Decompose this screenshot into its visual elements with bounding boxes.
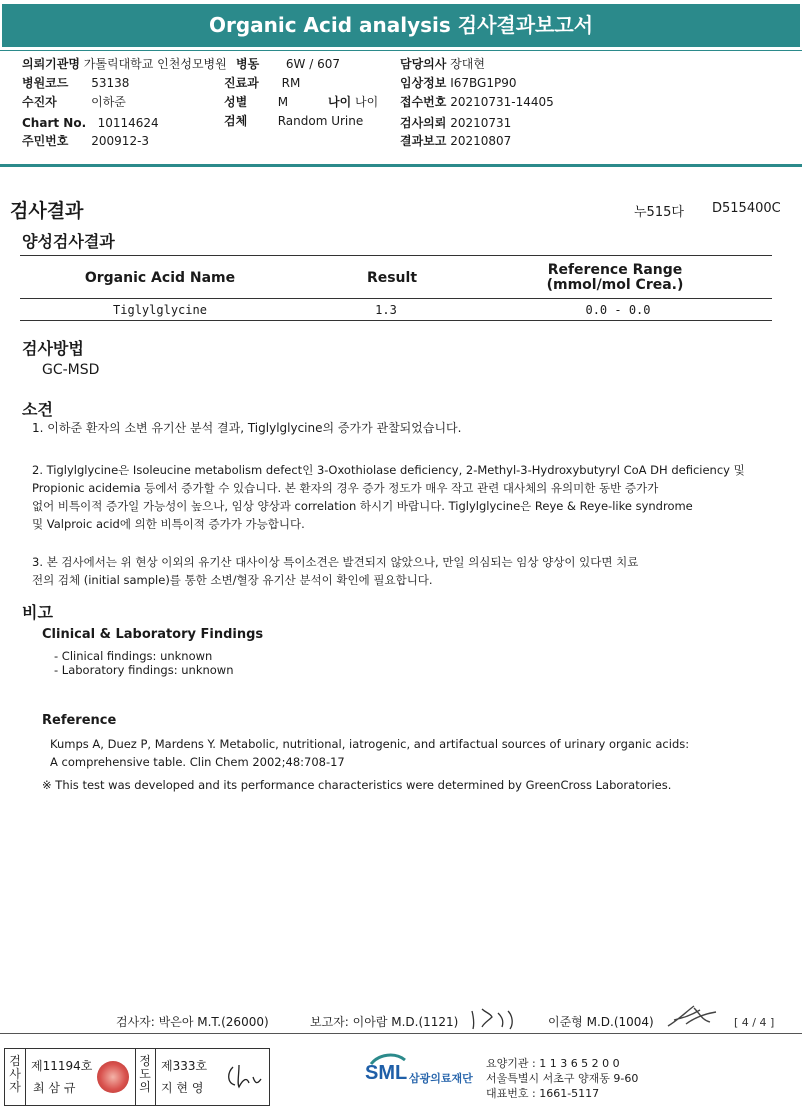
page-indicator: [ 4 / 4 ] — [734, 1016, 775, 1029]
cell-acid-name: Tiglylglycine — [113, 303, 207, 317]
reporter-signature: 보고자: 이아람 M.D.(1121) — [310, 1015, 459, 1029]
handwritten-signature-2 — [664, 1000, 724, 1030]
table-top-rule — [20, 255, 772, 256]
finding-1: 1. 이하준 환자의 소변 유기산 분석 결과, Tiglylglycine의 증가가 관찰되었습니다. — [32, 421, 462, 435]
col-header-result: Result — [366, 270, 418, 286]
header-receipt-no: 접수번호 20210731-14405 — [400, 95, 554, 109]
header-dept: 진료과 RM — [224, 76, 301, 90]
header-hospital-code: 병원코드 53138 — [22, 76, 130, 90]
header-clinical-info: 임상정보 I67BG1P90 — [400, 76, 517, 90]
stamp-divider — [155, 1049, 156, 1105]
method-heading: 검사방법 — [22, 339, 84, 358]
results-code-2: D515400C — [712, 201, 781, 216]
header-doctor: 담당의사 장대현 — [400, 57, 485, 71]
remarks-heading: 비고 — [22, 603, 53, 622]
stamp-right-vertical: 정 도 의 — [139, 1054, 151, 1094]
cell-reference: 0.0 - 0.0 — [585, 303, 651, 317]
institution-phone: 대표번호 : 1661-5117 — [486, 1087, 600, 1100]
cell-result: 1.3 — [375, 303, 397, 317]
results-heading: 검사결과 — [10, 200, 84, 222]
stamp-right-number: 제333호 — [161, 1059, 208, 1073]
reporter-2-signature: 이준형 M.D.(1004) — [548, 1015, 654, 1029]
col-header-name: Organic Acid Name — [84, 270, 236, 286]
stamp-divider — [25, 1049, 26, 1105]
tester-signature: 검사자: 박은아 M.T.(26000) — [116, 1015, 269, 1029]
method-value: GC-MSD — [42, 362, 100, 378]
finding-3: 3. 본 검사에서는 위 현상 이외의 유기산 대사이상 특이소견은 발견되지 않았으나, 만일 의심되는 임상 양상이 있다면 치료 전의 검체 (initial sample)를 통한 소변/혈장 유기산 분석이 확인에 필요합니다. — [32, 555, 639, 587]
clinical-findings-heading: Clinical & Laboratory Findings — [42, 627, 264, 642]
col-header-reference: Reference Range (mmol/mol Crea.) — [546, 262, 684, 293]
findings-heading: 소견 — [22, 400, 53, 419]
header-report-date: 결과보고 20210807 — [400, 134, 512, 148]
institution-name: 삼광의료재단 — [409, 1072, 473, 1085]
reference-citation: Kumps A, Duez P, Mardens Y. Metabolic, nutritional, iatrogenic, and artifactual sources of urinary organic acids: A comprehensive table. Clin Chem 2002;48:708-17 — [50, 737, 690, 769]
table-bottom-rule — [20, 320, 772, 321]
institution-code: 요양기관 : 1 1 3 6 5 2 0 0 — [486, 1057, 620, 1070]
table-header-rule — [20, 298, 772, 299]
title-rule — [0, 50, 802, 51]
header-sex: 성별 M — [224, 95, 289, 109]
header-ward: 병동 6W / 607 — [236, 57, 340, 71]
handwritten-signature-1 — [468, 1003, 538, 1031]
header-age: 나이 나이 — [328, 95, 379, 109]
stamp-left-name: 최 삼 규 — [33, 1081, 76, 1095]
header-specimen: 검체 Random Urine — [224, 114, 364, 128]
seal-icon — [97, 1061, 129, 1093]
header-institution: 의뢰기관명 가톨릭대학교 인천성모병원 — [22, 57, 227, 71]
reference-heading: Reference — [42, 713, 117, 728]
stamp-left-vertical: 검 사 자 — [9, 1054, 21, 1094]
logo-text: SML — [365, 1062, 408, 1084]
footer-rule — [0, 1033, 802, 1034]
header-request-date: 검사의뢰 20210731 — [400, 116, 512, 130]
results-code-1: 누515다 — [634, 205, 684, 220]
positive-results-heading: 양성검사결과 — [22, 232, 115, 251]
handwritten-signature-3 — [223, 1061, 263, 1091]
header-divider — [0, 164, 802, 167]
clinical-findings-list: - Clinical findings: unknown - Laboratory findings: unknown — [54, 649, 234, 677]
stamp-divider — [135, 1049, 136, 1105]
header-resident-no: 주민번호 200912-3 — [22, 134, 150, 148]
institution-address: 서울특별시 서초구 양재동 9-60 — [486, 1072, 639, 1085]
lab-note: ※ This test was developed and its performance characteristics were determined by GreenCross Laboratories. — [42, 778, 672, 792]
header-chart-no: Chart No. 10114624 — [22, 116, 159, 130]
header-patient: 수진자 이하준 — [22, 95, 126, 109]
stamp-right-name: 지 현 영 — [161, 1081, 204, 1095]
finding-2: 2. Tiglylglycine은 Isoleucine metabolism defect인 3-Oxothiolase deficiency, 2-Methyl-3-Hydroxybutyryl CoA DH deficiency 및 Propionic acidemia 등에서 증가할 수 있습니다. 본 환자의 경우 증가 정도가 매우 작고 관련 대사체의 유의미한 동반 증가가 없어 비특이적 증가일 가능성이 높으나, 임상 양상과 correlation 하시기 바랍니다. Tiglylglycine은 Reye & Reye-like syndrome 및 Valproic acid에 의한 비특이적 증가가 가능합니다. — [32, 463, 745, 531]
stamp-left-number: 제11194호 — [31, 1059, 93, 1073]
report-title: Organic Acid analysis 검사결과보고서 — [2, 4, 800, 47]
certification-stamp — [4, 1048, 270, 1106]
